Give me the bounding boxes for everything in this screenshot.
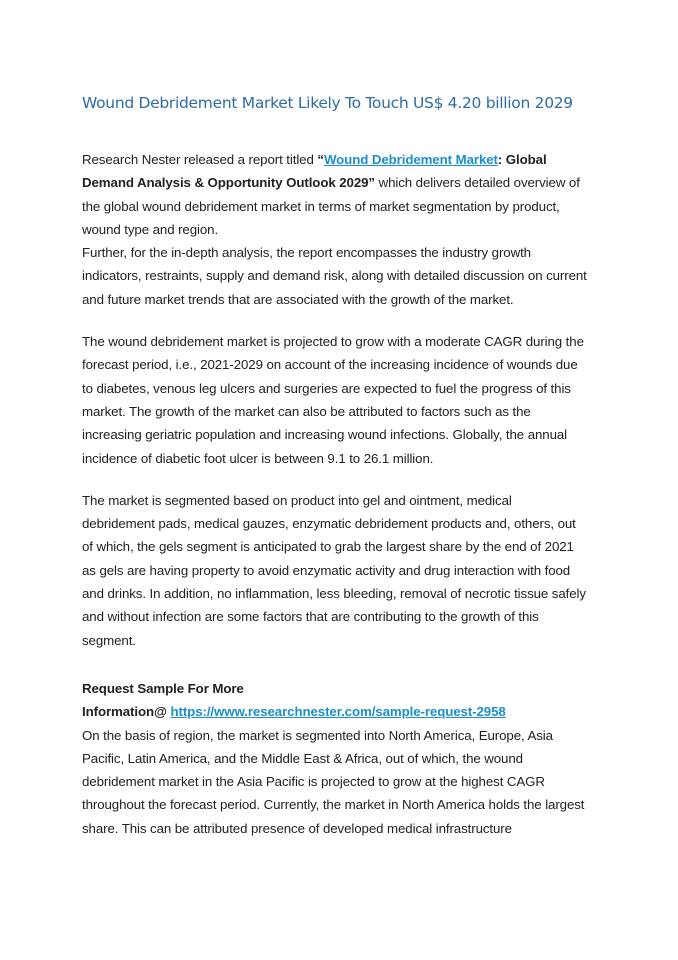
analysis-paragraph: Further, for the in-depth analysis, the report encompasses the industry growth indicators, restraints, supply and demand risk, along with detailed discussion on current and future market trends that are associated with the growth of the market.: [82, 245, 587, 307]
paragraph-spacer: [82, 311, 588, 330]
sample-request-link[interactable]: https://www.researchnester.com/sample-request-2958: [170, 704, 506, 720]
region-paragraph: On the basis of region, the market is segmented into North America, Europe, Asia Pacific, Latin America, and the Middle East & Africa, out of which, the wound debridement market in the Asia Pacific is projected to grow at the highest CAGR throughout the forecast period. Currently, the market in North America holds the largest share. This can be attributed presence of developed medical infrastructure: [82, 727, 585, 836]
request-line-1: Request Sample For More: [82, 680, 244, 696]
segmentation-paragraph: The market is segmented based on product into gel and ointment, medical debridement pads, medical gauzes, enzymatic debridement products and, others, out of which, the gels segment is anticipated to grab the largest share by the end of 2021 as gels are having property to avoid enzymatic activity and drug interaction with food and drinks. In addition, no inflammation, less bleeding, removal of necrotic tissue safely and without infection are some factors that are contributing to the growth of this segment.: [82, 492, 586, 648]
close-quote: ”: [368, 175, 375, 191]
report-title-link[interactable]: Wound Debridement Market: [323, 152, 498, 167]
page-title: Wound Debridement Market Likely To Touch US$ 4.20 billion 2029: [82, 94, 573, 112]
request-line-2: Information@: [82, 704, 171, 720]
request-sample-heading: [82, 677, 588, 724]
paragraph-spacer: [82, 470, 588, 489]
report-title-rest: : Global Demand Analysis & Opportunity Outlook 2029: [82, 152, 547, 191]
intro-tail-text: which delivers detailed overview of the global wound debridement market in terms of market segmentation by product, wound type and region.: [82, 175, 580, 237]
intro-paragraph: [82, 148, 588, 241]
paragraph-spacer: [82, 652, 588, 677]
intro-lead-text: Research Nester released a report titled: [82, 152, 318, 167]
open-quote: “: [317, 152, 324, 167]
growth-paragraph: The wound debridement market is projected to grow with a moderate CAGR during the forecast period, i.e., 2021-2029 on account of the increasing incidence of wounds due to diabetes, venous leg ulcers and surgeries are expected to fuel the progress of this market. The growth of the market can also be attributed to factors such as the increasing geriatric population and increasing wound infections. Globally, the annual incidence of diabetic foot ulcer is between 9.1 to 26.1 million.: [82, 334, 584, 466]
